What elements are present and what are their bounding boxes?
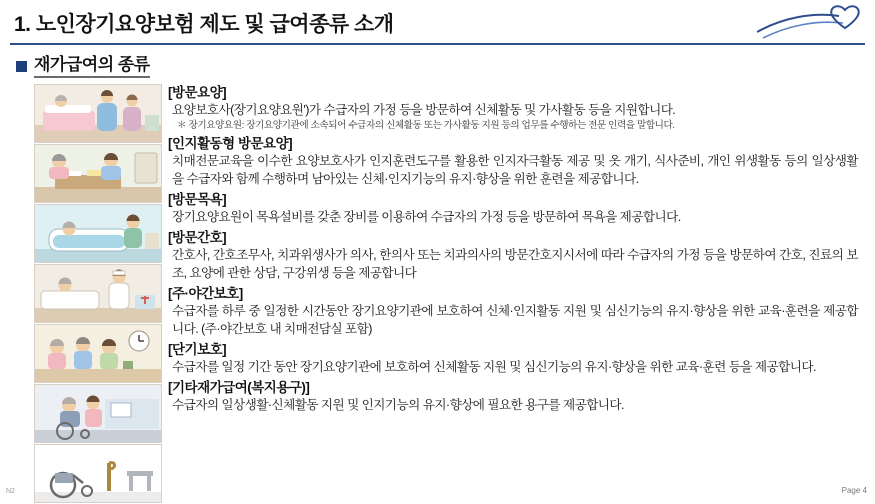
entry-body: 요양보호사(장기요양요원')가 수급자의 가정 등을 방문하여 신체활동 및 가사활동 등을 지원합니다. [172,103,676,118]
page-number: Page 4 [841,486,867,495]
page-title: 1. 노인장기요양보험 제도 및 급여종류 소개 [14,13,394,36]
benefit-type-list [168,84,858,417]
decorative-swoosh-icon [757,2,867,42]
list-item [168,191,858,227]
list-item [168,341,858,377]
entry-body: 간호사, 간호조무사, 치과위생사가 의사, 한의사 또는 치과의사의 방문간호지시서에 따라 수급자의 가정 등을 방문하여 간호, 진료의 보조, 요양에 관한 상담, 구강위생 등을 제공합니다 [172,248,858,281]
footer-left-label: N2 [6,488,15,495]
entry-title: [주·야간보호] [168,286,243,302]
header-divider [10,43,865,45]
day-night-care-illustration [34,324,162,383]
entry-title: [인지활동형 방문요양] [168,136,293,152]
entry-body: 수급자를 하루 중 일정한 시간동안 장기요양기관에 보호하여 신체·인지활동 지원 및 심신기능의 유지·향상을 위한 교육·훈련을 제공합니다. (주·야간보호 내 치매전담실 포함) [172,304,858,337]
list-item [168,135,858,189]
list-item [168,379,858,415]
illustration-column [34,84,162,504]
visit-care-illustration [34,84,162,143]
entry-body: 수급자의 일상생활·신체활동 지원 및 인지기능의 유지·향상에 필요한 용구를 제공합니다. [172,398,624,413]
section-heading-label: 재가급여의 종류 [34,56,150,78]
list-item [168,285,858,339]
list-item [168,84,858,133]
entry-title: [단기보호] [168,342,227,358]
section-heading [16,56,150,78]
cognitive-activity-illustration [34,144,162,203]
entry-title: [기타재가급여(복지용구)] [168,380,310,396]
entry-title: [방문간호] [168,230,227,246]
list-item [168,229,858,283]
slide-header [0,0,875,47]
content-area [0,84,875,488]
entry-title: [방문요양] [168,85,227,100]
entry-title: [방문목욕] [168,192,227,207]
entry-body: 치매전문교육을 이수한 요양보호사가 인지훈련도구를 활용한 인지자극활동 제공 및 옷 개기, 식사준비, 개인 위생활동 등의 일상생활을 수급자와 함께 수행하며 남아있는 신체·인지기능의 유지·향상을 위한 훈련을 제공합니다. [172,154,858,187]
square-bullet-icon [16,61,27,72]
entry-body: 수급자를 일정 기간 동안 장기요양기관에 보호하여 신체활동 지원 및 심신기능의 유지·향상을 위한 교육·훈련 등을 제공합니다. [172,360,816,375]
visit-nursing-illustration [34,264,162,323]
entry-note: ＊ 장기요양요원: 장기요양기관에 소속되어 수급자의 신체활동 또는 가사활동 지원 등의 업무를 수행하는 전문 인력을 말합니다. [177,120,675,132]
entry-body: 장기요양요원이 목욕설비를 갖춘 장비를 이용하여 수급자의 가정 등을 방문하여 목욕을 제공합니다. [172,210,681,225]
welfare-equipment-illustration [34,444,162,503]
visit-bathing-illustration [34,204,162,263]
short-term-care-illustration [34,384,162,443]
